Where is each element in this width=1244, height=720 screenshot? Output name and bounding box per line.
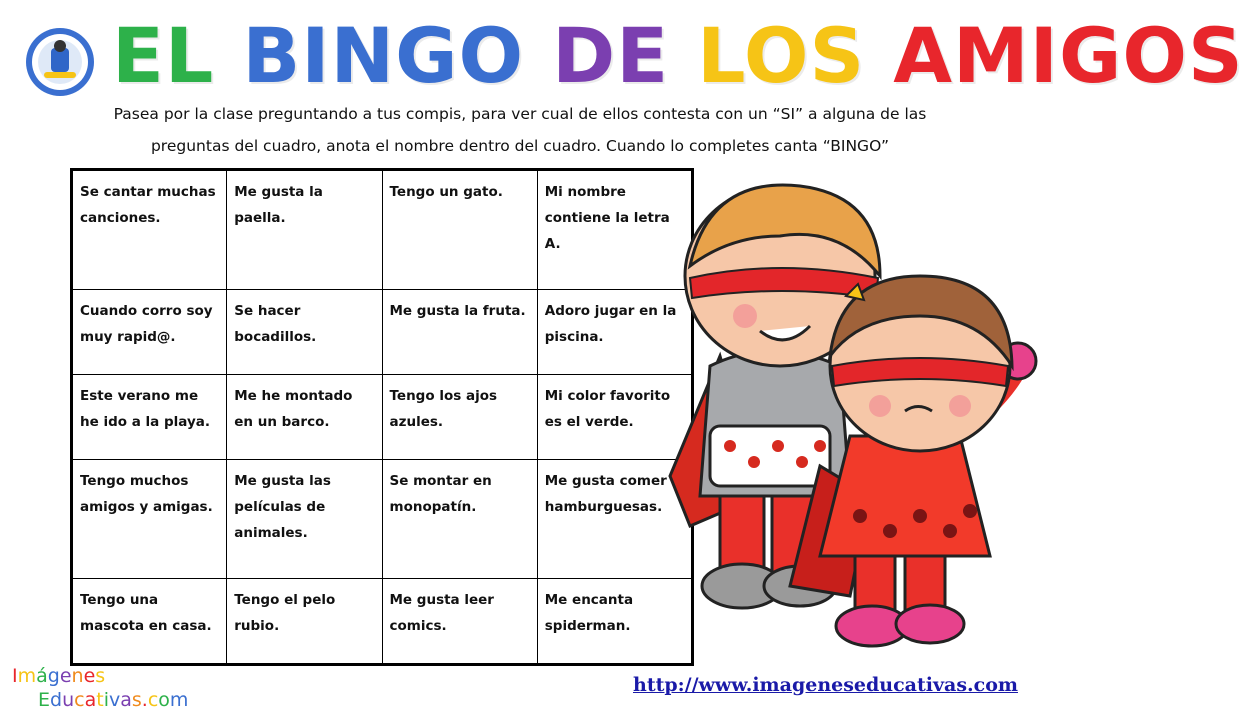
bingo-row xyxy=(72,459,693,578)
instructions-line-1: Pasea por la clase preguntando a tus compis, para ver cual de ellos contesta con un “SI” a alguna de las xyxy=(113,105,927,123)
bingo-cell[interactable]: Se montar en monopatín. xyxy=(382,459,537,578)
instructions-line-2: preguntas del cuadro, anota el nombre dentro del cuadro. Cuando lo completes canta “BINGO” xyxy=(150,137,890,155)
bingo-cell[interactable]: Tengo una mascota en casa. xyxy=(72,578,227,664)
bingo-cell[interactable]: Me gusta las películas de animales. xyxy=(227,459,382,578)
bingo-cell[interactable]: Me gusta la fruta. xyxy=(382,290,537,375)
imagenes-educativas-logo-icon xyxy=(24,26,96,98)
bingo-row xyxy=(72,170,693,290)
bingo-row xyxy=(72,290,693,375)
brand-line-1: Imágenes xyxy=(12,665,106,687)
bingo-cell[interactable]: Me gusta la paella. xyxy=(227,170,382,290)
page-title xyxy=(112,12,1244,98)
website-link[interactable]: http://www.imageneseducativas.com xyxy=(633,674,1018,696)
title-word: LOS xyxy=(697,10,866,100)
brand-logo-text xyxy=(12,664,188,712)
superhero-kids-illustration xyxy=(650,166,1040,666)
title-word: BINGO xyxy=(242,10,525,100)
bingo-cell[interactable]: Se cantar muchas canciones. xyxy=(72,170,227,290)
instructions xyxy=(60,98,980,162)
brand-line-2: Educativas.com xyxy=(38,689,189,711)
bingo-cell[interactable]: Tengo los ajos azules. xyxy=(382,375,537,460)
bingo-cell[interactable]: Cuando corro soy muy rapid@. xyxy=(72,290,227,375)
bingo-cell[interactable]: Tengo muchos amigos y amigas. xyxy=(72,459,227,578)
bingo-row xyxy=(72,375,693,460)
bingo-cell[interactable]: Este verano me he ido a la playa. xyxy=(72,375,227,460)
bingo-row xyxy=(72,578,693,664)
bingo-cell[interactable]: Me he montado en un barco. xyxy=(227,375,382,460)
title-word: DE xyxy=(552,10,670,100)
bingo-cell[interactable]: Adoro jugar en la piscina. xyxy=(537,290,692,375)
bingo-cell[interactable]: Se hacer bocadillos. xyxy=(227,290,382,375)
bingo-cell[interactable]: Me gusta leer comics. xyxy=(382,578,537,664)
bingo-cell[interactable]: Me encanta spiderman. xyxy=(537,578,692,664)
bingo-grid xyxy=(70,168,694,666)
title-word: EL xyxy=(112,10,215,100)
bingo-cell[interactable]: Mi color favorito es el verde. xyxy=(537,375,692,460)
bingo-cell[interactable]: Tengo un gato. xyxy=(382,170,537,290)
title-word: AMIGOS xyxy=(893,10,1244,100)
bingo-cell[interactable]: Mi nombre contiene la letra A. xyxy=(537,170,692,290)
bingo-cell[interactable]: Me gusta comer hamburguesas. xyxy=(537,459,692,578)
bingo-cell[interactable]: Tengo el pelo rubio. xyxy=(227,578,382,664)
